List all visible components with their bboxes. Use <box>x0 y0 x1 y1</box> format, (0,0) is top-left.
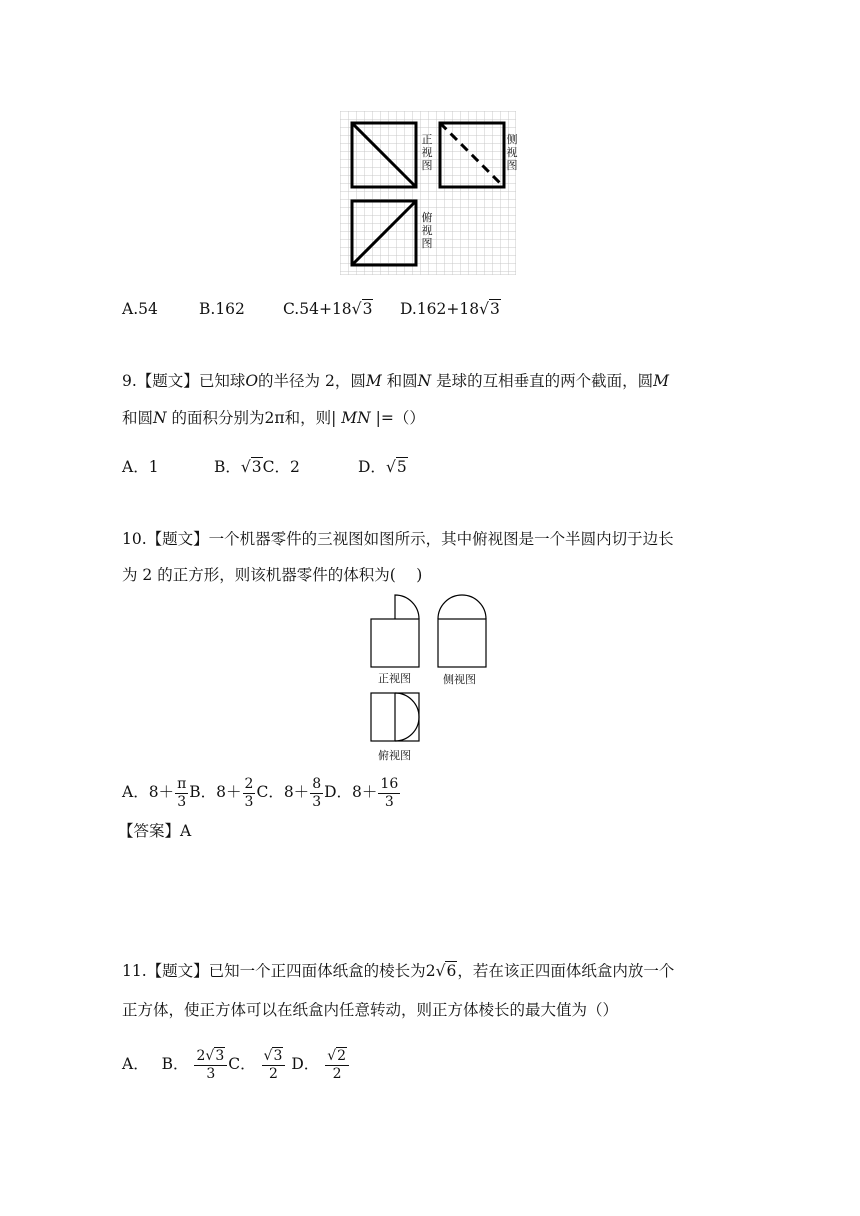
q11-option-d-label: D． <box>291 1055 320 1073</box>
q10-number: 10. <box>122 530 147 548</box>
q8-option-c-radicand: 3 <box>362 300 373 318</box>
fraction-numerator: 2 <box>244 775 254 792</box>
q9-option-d-label: D． <box>358 458 386 476</box>
q11-number: 11. <box>122 962 147 980</box>
q9-option-d-radicand: 5 <box>396 458 407 476</box>
q10-option-a-fraction <box>175 776 188 811</box>
fraction-denominator: 2 <box>269 1065 278 1082</box>
q10-option-c-label: C．8＋ <box>256 783 310 801</box>
q9-var-n: N <box>153 409 167 427</box>
q9-var-m: M <box>653 372 670 390</box>
q11-option-c-fraction <box>262 1048 286 1083</box>
q9-mn: | MN |= <box>331 409 394 427</box>
q9-line-2 <box>122 408 425 428</box>
q10-top-semicircle <box>395 693 419 741</box>
machine-part-three-view-figure <box>368 592 494 764</box>
q11-options <box>122 1044 350 1084</box>
q9-two-pi: 2π <box>264 409 285 427</box>
q11-option-c-label: C． <box>228 1055 256 1073</box>
top-view-label: 俯视图 <box>421 211 433 250</box>
front-view-label: 正视图 <box>421 133 433 172</box>
q9-text: 和圆 <box>122 409 154 427</box>
numerator-radicand: 3 <box>215 1047 225 1064</box>
fraction-denominator: 3 <box>244 793 254 810</box>
fraction-denominator: 3 <box>177 793 187 810</box>
side-view-label: 侧视图 <box>506 133 518 172</box>
q10-tag: 【题文】 <box>146 530 209 548</box>
q10-options <box>122 772 401 812</box>
q9-text: 已知球 <box>198 372 246 390</box>
fraction-denominator: 3 <box>206 1065 216 1082</box>
q10-front-square <box>371 619 419 667</box>
q11-option-b-fraction <box>194 1048 227 1083</box>
q11-line-1 <box>122 961 674 981</box>
q10-front-view-label: 正视图 <box>378 672 411 685</box>
fraction-denominator: 3 <box>312 793 322 810</box>
numerator-radical: √3 <box>263 1047 283 1064</box>
q11-option-d-fraction <box>325 1048 349 1083</box>
q9-line-1 <box>122 371 669 391</box>
grid-three-view-figure <box>340 111 516 275</box>
q8-option-d-expr: 162+18 <box>416 300 480 318</box>
q11-option-a-label: A． <box>122 1055 149 1073</box>
q9-option-d <box>358 457 408 477</box>
q9-text: 的半径为 2，圆 <box>258 372 366 390</box>
q8-option-c <box>283 299 373 319</box>
q9-option-b-label: B． <box>214 458 241 476</box>
q9-text: 的面积分别为 <box>166 409 265 427</box>
q10-side-semicircle <box>438 595 486 619</box>
q9-option-b-radicand: 3 <box>251 458 262 476</box>
q10-text: 一个机器零件的三视图如图所示，其中俯视图是一个半圆内切于边长 <box>208 530 674 548</box>
q9-text: 和，则 <box>284 409 332 427</box>
numerator-radicand: 2 <box>337 1047 347 1064</box>
q10-option-b-label: B．8＋ <box>189 783 242 801</box>
q9-text: （） <box>393 409 425 427</box>
q8-option-c-radical: √3 <box>351 300 373 318</box>
q11-option-b-label: B． <box>161 1055 189 1073</box>
numerator-radical: √3 <box>205 1047 225 1064</box>
q10-side-view-label: 侧视图 <box>443 673 476 686</box>
q9-tag: 【题文】 <box>136 372 199 390</box>
q11-edge-coefficient: 2 <box>425 962 436 980</box>
q8-option-d-prefix: D. <box>400 300 417 318</box>
q11-text: ，若在该正四面体纸盒内放一个 <box>457 962 675 980</box>
q10-line-2: 为 2 的正方形，则该机器零件的体积为( ) <box>122 566 423 584</box>
fraction-denominator: 3 <box>384 793 394 810</box>
q9-var-n: N <box>417 372 432 390</box>
q9-option-b-radical: √3 <box>240 458 262 476</box>
fraction-numerator: π <box>177 775 187 792</box>
q10-front-quarter-circle <box>395 595 419 619</box>
q11-edge-radical: √6 <box>435 962 457 980</box>
q11-text: 已知一个正四面体纸盒的棱长为 <box>208 962 426 980</box>
fraction-numerator: 16 <box>380 775 399 792</box>
q8-option-d-radicand: 3 <box>490 300 500 318</box>
q8-option-d <box>400 299 501 319</box>
q9-option-a: A．1 <box>122 458 159 476</box>
q10-option-d-fraction <box>378 776 400 811</box>
q8-option-b: B.162 <box>199 300 245 318</box>
q8-option-d-radical: √3 <box>479 300 500 318</box>
fraction-numerator <box>262 1048 286 1066</box>
q9-option-d-radical: √5 <box>385 458 407 476</box>
q9-text: 是球的互相垂直的两个截面，圆 <box>431 372 654 390</box>
q10-side-square <box>438 619 486 667</box>
q11-line-2: 正方体，使正方体可以在纸盒内任意转动，则正方体棱长的最大值为（） <box>122 1001 619 1019</box>
q9-option-b-c <box>214 457 300 477</box>
q9-number: 9. <box>122 372 137 390</box>
q11-tag: 【题文】 <box>146 962 209 980</box>
q10-top-view-label: 俯视图 <box>378 749 411 762</box>
q10-option-b-fraction <box>243 776 256 811</box>
q10-line-1 <box>122 529 674 549</box>
numerator-radicand: 3 <box>273 1047 283 1064</box>
q8-option-c-prefix: C. <box>283 300 300 318</box>
fraction-numerator <box>325 1048 349 1066</box>
q10-option-a-label: A．8＋ <box>122 783 175 801</box>
q9-var-m: M <box>365 372 382 390</box>
q10-option-d-label: D．8＋ <box>324 783 378 801</box>
q9-option-c: C．2 <box>262 458 300 476</box>
numerator-radical: √2 <box>327 1047 347 1064</box>
q10-option-c-fraction <box>310 776 323 811</box>
q10-answer: 【答案】A <box>118 822 192 840</box>
q9-text: 和圆 <box>381 372 418 390</box>
q11-edge-radicand: 6 <box>446 962 457 980</box>
numerator-coefficient: 2 <box>196 1047 206 1064</box>
q8-option-c-expr: 54+18 <box>299 300 352 318</box>
q8-option-a: A.54 <box>122 300 158 318</box>
q9-var-o: O <box>245 372 259 390</box>
fraction-numerator <box>194 1048 227 1066</box>
fraction-denominator: 2 <box>332 1065 342 1082</box>
fraction-numerator: 8 <box>312 775 322 792</box>
